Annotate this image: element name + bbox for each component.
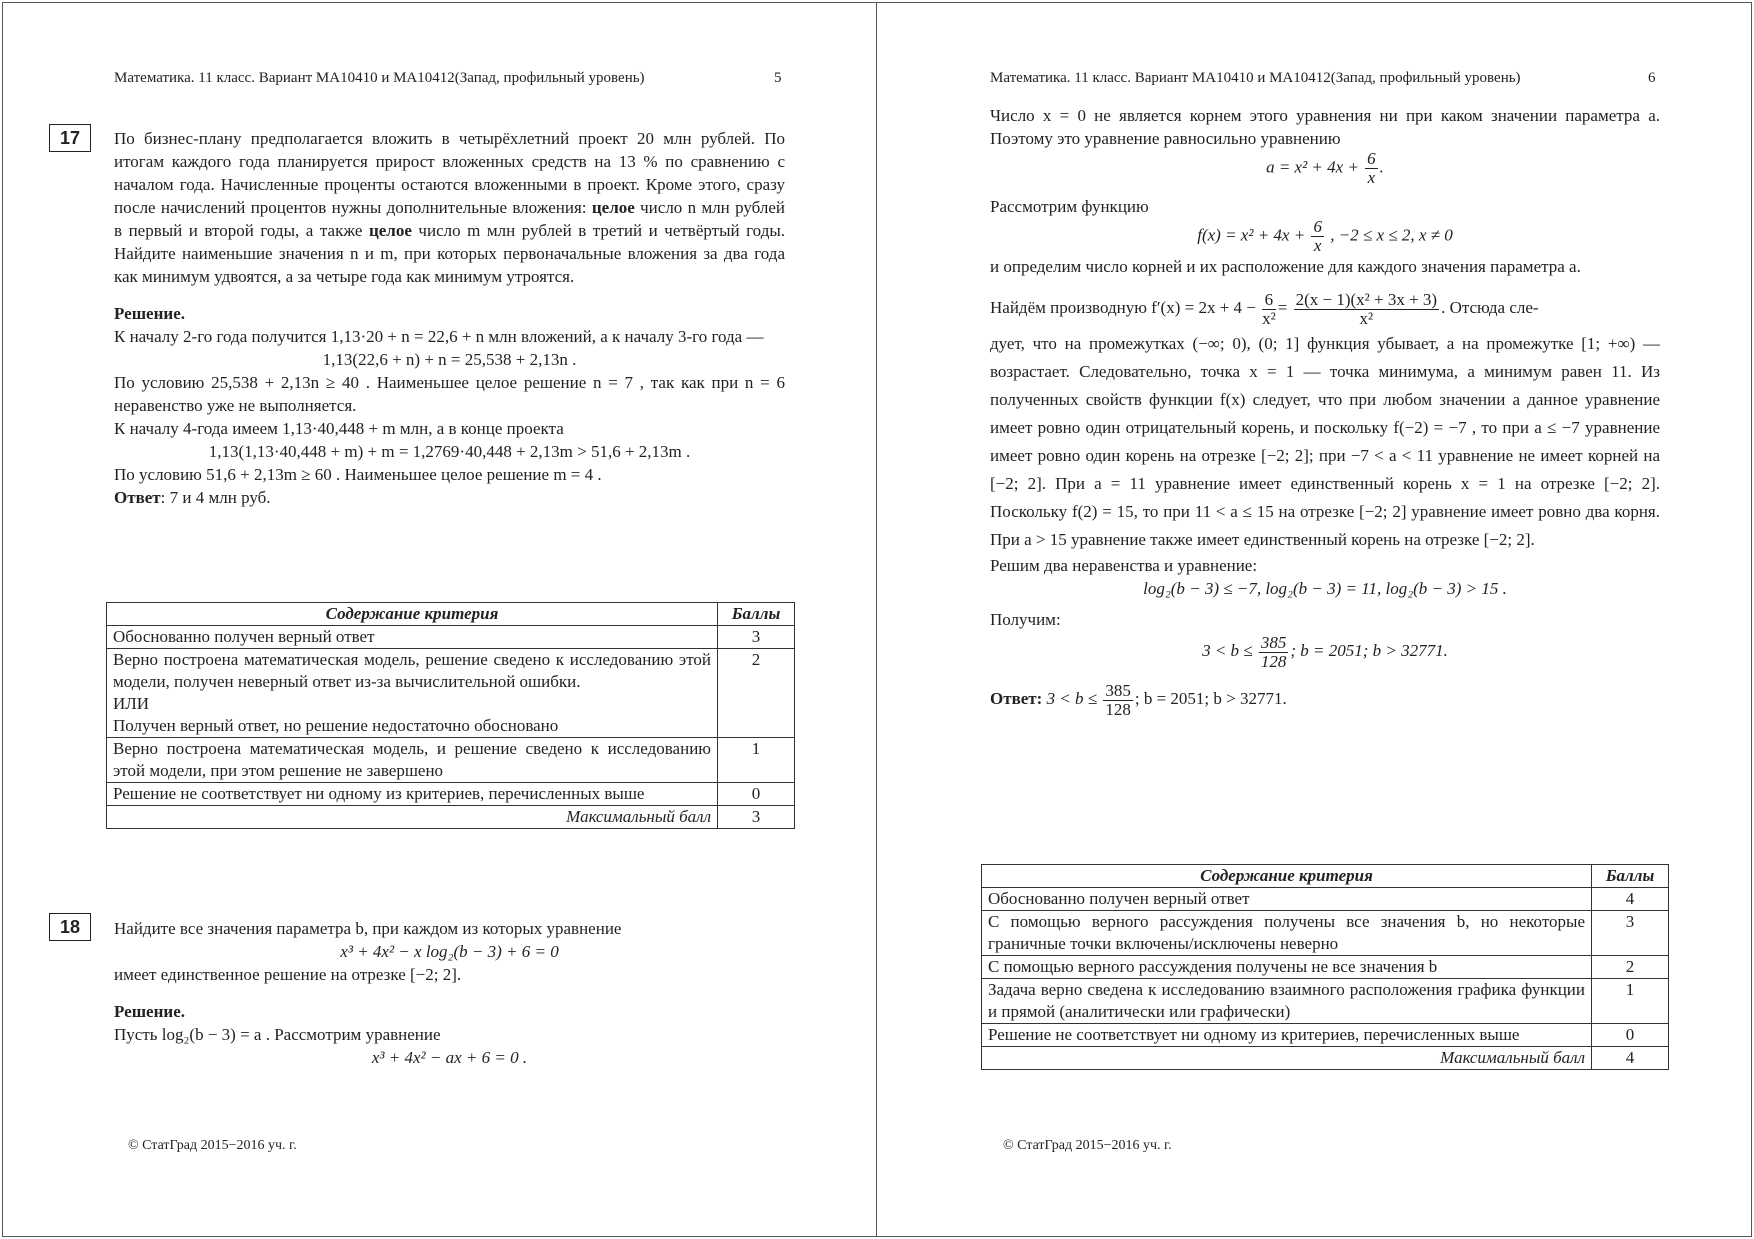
table-row: С помощью верного рассуждения получены все значения b, но некоторые граничные точки включены/исключены неверно 3 bbox=[982, 911, 1669, 956]
task18-condition: Найдите все значения параметра b, при каждом из которых уравнение bbox=[114, 919, 622, 938]
formula-a: a = x² + 4x + $\frac{6}{x}$ . bbox=[1266, 149, 1384, 187]
fraction: $\frac{385}{128}$ bbox=[1105, 680, 1131, 719]
formula-result: 3 < b ≤ $\frac{385}{128}$ ; b = 2051; b > 32771. bbox=[1202, 632, 1448, 671]
table-row: Верно построена математическая модель, решение сведено к исследованию этой модели, получен неверный ответ из-за вычислительной ошибки. ИЛИ Получен верный ответ, но решение недостаточно обосновано 2 bbox=[107, 649, 795, 738]
analysis-paragraph: дует, что на промежутках (−∞; 0), (0; 1] функция убывает, а на промежутке [1; +∞) — возрастает. Следовательно, точка x = 1 — точка минимума, а минимум равен 11. Из полученных свойств функции f(x) следует, что при любом значении a данное уравнение имеет ровно один отрицательный корень, и поскольку f(−2) = −7 , то при a ≤ −7 уравнение имеет ровно один корень на отрезке [−2; 2]; при −7 < a < 11 уравнение не имеет корней на [−2; 2]. При a = 11 уравнение имеет единственный корень x = 1 на отрезке [−2; 2]. Поскольку f(2) = 15, то при 11 < a ≤ 15 на отрезке [−2; 2] уравнение имеет ровно два корня. При a > 15 уравнение также имеет единственный корень на отрезке [−2; 2]. bbox=[990, 334, 1660, 549]
table-row: Верно построена математическая модель, и решение сведено к исследованию этой модели, при этом решение не завершено 1 bbox=[107, 738, 795, 783]
table-row: Задача верно сведена к исследованию взаимного расположения графика функции и прямой (аналитически или графически) 1 bbox=[982, 979, 1669, 1024]
task17-condition: По бизнес-плану предполагается вложить в четырёхлетний проект 20 млн рублей. По итогам каждого года планируется прирост вложенных средств на 13 % по сравнению с началом года. Начисленные проценты остаются вложенными в проект. Кроме этого, сразу после начислений процентов нужны дополнительные вложения: целое число n млн рублей в первый и второй годы, а также целое число m млн рублей в третий и четвёртый годы. Найдите наименьшие значения n и m, при которых первоначальные вложения за два года как минимум удвоятся, а за четыре года как минимум утроятся. bbox=[114, 129, 786, 286]
page-footer: © СтатГрад 2015−2016 уч. г. bbox=[1003, 1138, 1172, 1153]
header-score: Баллы bbox=[1592, 865, 1669, 888]
formula: x³ + 4x² − x log₂(b − 3) + 6 = 0 bbox=[340, 942, 559, 961]
formula-f: f(x) = x² + 4x + $\frac{6}{x}$ , −2 ≤ x ≤ 2, x ≠ 0 bbox=[1197, 217, 1453, 255]
table-row: Обоснованно получен верный ответ 3 bbox=[107, 626, 795, 649]
fraction: $\frac{385}{128}$ bbox=[1260, 632, 1287, 671]
header-criterion: Содержание критерия bbox=[107, 603, 718, 626]
fraction: $\frac{6}{\text{x²}}$ bbox=[1262, 289, 1276, 328]
table-max-row: Максимальный балл 4 bbox=[982, 1047, 1669, 1070]
fraction: $\frac{6}{x}$ bbox=[1367, 149, 1376, 187]
page-footer: © СтатГрад 2015−2016 уч. г. bbox=[128, 1138, 297, 1153]
formula: x³ + 4x² − ax + 6 = 0 . bbox=[371, 1048, 528, 1067]
page-right bbox=[877, 0, 1754, 1239]
table-row: С помощью верного рассуждения получены не все значения b 2 bbox=[982, 956, 1669, 979]
solution-line: По условию 51,6 + 2,13m ≥ 60 . Наименьшее целое решение m = 4 . bbox=[114, 465, 602, 484]
formula-logs: log₂(b − 3) ≤ −7, log₂(b − 3) = 11, log₂(b − 3) > 15 . bbox=[1143, 579, 1507, 598]
solution-heading: Решение. bbox=[114, 304, 185, 323]
solution-line: По условию 25,538 + 2,13n ≥ 40 . Наименьшее целое решение n = 7 , так как при n = 6 неравенство уже не выполняется. bbox=[114, 373, 785, 415]
table-row: Обоснованно получен верный ответ 4 bbox=[982, 888, 1669, 911]
derivative-line: Найдём производную f′(x) = 2x + 4 − $\frac{6}{\text{x²}}$ = $\frac{\text{2(x − 1)(x² + 3x + 3)}}{\text{x²}}$ . Отсюда сле- bbox=[990, 289, 1539, 328]
task18-block bbox=[114, 917, 785, 1069]
answer-line: Ответ: 3 < b ≤ $\frac{385}{128}$ ; b = 2051; b > 32771. bbox=[990, 680, 1287, 719]
fraction: $\frac{6}{x}$ bbox=[1313, 217, 1322, 255]
solution-line: Рассмотрим функцию bbox=[990, 197, 1149, 216]
table-header-row bbox=[107, 603, 795, 626]
header-criterion: Содержание критерия bbox=[982, 865, 1592, 888]
answer-line: Ответ: 7 и 4 млн руб. bbox=[114, 488, 271, 507]
page-header: Математика. 11 класс. Вариант МА10410 и МА10412(Запад, профильный уровень) bbox=[990, 70, 1521, 86]
header-score: Баллы bbox=[718, 603, 795, 626]
table-row: Решение не соответствует ни одному из критериев, перечисленных выше 0 bbox=[982, 1024, 1669, 1047]
fraction: $\frac{\text{2(x − 1)(x² + 3x + 3)}}{\text{x²}}$ bbox=[1295, 289, 1438, 328]
table-header-row bbox=[982, 865, 1669, 888]
solution-line: Решим два неравенства и уравнение: bbox=[990, 556, 1258, 575]
page-left bbox=[0, 0, 876, 1239]
criteria-table-18 bbox=[981, 864, 1669, 1070]
page-number: 6 bbox=[1648, 70, 1656, 86]
task-number-box: 18 bbox=[49, 913, 91, 941]
table-max-row: Максимальный балл 3 bbox=[107, 806, 795, 829]
task-number-box: 17 bbox=[49, 124, 91, 152]
solution-line: Число x = 0 не является корнем этого уравнения ни при каком значении параметра a. Поэтому это уравнение равносильно уравнению bbox=[990, 106, 1660, 148]
solution-heading: Решение. bbox=[114, 1002, 185, 1021]
table-row: Решение не соответствует ни одному из критериев, перечисленных выше 0 bbox=[107, 783, 795, 806]
solution-line: К началу 2-го года получится 1,13·20 + n = 22,6 + n млн вложений, а к началу 3-го года — bbox=[114, 327, 764, 346]
task18-solution-cont bbox=[990, 104, 1660, 719]
formula: 1,13(22,6 + n) + n = 25,538 + 2,13n . bbox=[322, 350, 577, 369]
page-number: 5 bbox=[774, 70, 782, 86]
solution-line: Получим: bbox=[990, 610, 1061, 629]
formula: 1,13(1,13·40,448 + m) + m = 1,2769·40,448 + 2,13m > 51,6 + 2,13m . bbox=[208, 442, 691, 461]
solution-line: Пусть log₂(b − 3) = a . Рассмотрим уравнение bbox=[114, 1025, 441, 1044]
page-header: Математика. 11 класс. Вариант МА10410 и МА10412(Запад, профильный уровень) bbox=[114, 70, 645, 86]
criteria-table-17 bbox=[106, 602, 795, 829]
task17-block bbox=[114, 127, 785, 509]
solution-line: и определим число корней и их расположение для каждого значения параметра a. bbox=[990, 257, 1581, 276]
solution-line: К началу 4-года имеем 1,13·40,448 + m млн, а в конце проекта bbox=[114, 419, 564, 438]
task18-condition-2: имеет единственное решение на отрезке [−2; 2]. bbox=[114, 965, 462, 984]
